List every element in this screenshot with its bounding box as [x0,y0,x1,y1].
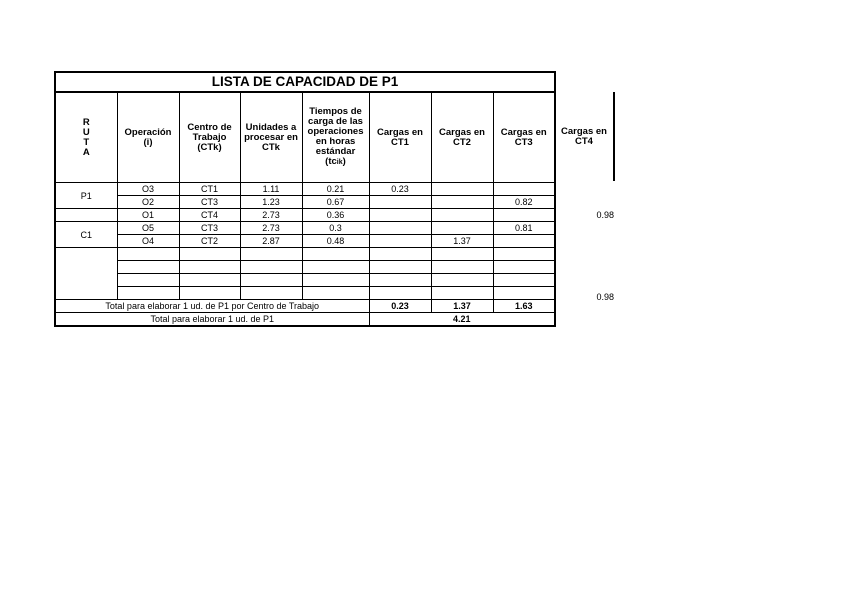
ruta-cell [55,209,117,222]
table-row [55,222,555,235]
header-cargas-ct4: Cargas en CT4 [555,92,615,181]
time-cell: 0.48 [302,235,369,248]
ruta-cell: C1 [55,222,117,248]
ct3-cell: 0.82 [493,196,555,209]
ct3-cell: 0.81 [493,222,555,235]
units-cell: 1.23 [240,196,302,209]
time-cell: 0.21 [302,183,369,196]
table-row [55,196,555,209]
header-tiempos: Tiempos de carga de las operaciones en horas estándar (tcik) [302,92,369,183]
ct2-cell [431,196,493,209]
ct4-row-value: 0.98 [596,210,614,220]
ct1-cell [369,235,431,248]
ct1-cell [369,222,431,235]
ct1-cell [369,209,431,222]
op-cell: O1 [117,209,179,222]
op-cell: O5 [117,222,179,235]
header-cargas-ct1: Cargas en CT1 [369,92,431,183]
ct1-cell: 0.23 [369,183,431,196]
op-cell: O2 [117,196,179,209]
units-cell: 2.87 [240,235,302,248]
header-cargas-ct2: Cargas en CT2 [431,92,493,183]
header-ruta: R U T A [55,92,117,183]
units-cell: 1.11 [240,183,302,196]
table-row [55,183,555,196]
ct2-cell [431,222,493,235]
ct-cell: CT2 [179,235,240,248]
table-row-empty [55,274,555,287]
ruta-cell-empty [55,248,117,300]
total-ct2: 1.37 [431,300,493,313]
ruta-cell: P1 [55,183,117,209]
header-unidades: Unidades a procesar en CTk [240,92,302,183]
totals-overall-row [55,313,555,327]
ct3-cell [493,209,555,222]
table-row-empty [55,261,555,274]
total-overall: 4.21 [369,313,555,327]
ct3-cell [493,235,555,248]
units-cell: 2.73 [240,222,302,235]
total-ct4: 0.98 [596,292,614,302]
capacity-table [54,71,556,327]
ct2-cell [431,183,493,196]
table-title: LISTA DE CAPACIDAD DE P1 [55,72,555,92]
ct-cell: CT1 [179,183,240,196]
total-ct3: 1.63 [493,300,555,313]
time-cell: 0.36 [302,209,369,222]
op-cell: O4 [117,235,179,248]
ct-cell: CT3 [179,222,240,235]
ct-cell: CT3 [179,196,240,209]
totals-by-ct-label: Total para elaborar 1 ud. de P1 por Centro de Trabajo [55,300,369,313]
totals-by-ct-row [55,300,555,313]
table-row-empty [55,248,555,261]
table-row-empty [55,287,555,300]
ct3-cell [493,183,555,196]
header-cargas-ct3: Cargas en CT3 [493,92,555,183]
time-cell: 0.3 [302,222,369,235]
ct2-cell: 1.37 [431,235,493,248]
table-row [55,209,555,222]
table-row [55,235,555,248]
totals-overall-label: Total para elaborar 1 ud. de P1 [55,313,369,327]
total-ct1: 0.23 [369,300,431,313]
ct2-cell [431,209,493,222]
time-cell: 0.67 [302,196,369,209]
op-cell: O3 [117,183,179,196]
ct1-cell [369,196,431,209]
header-operacion: Operación (i) [117,92,179,183]
header-centro-trabajo: Centro de Trabajo (CTk) [179,92,240,183]
ct-cell: CT4 [179,209,240,222]
units-cell: 2.73 [240,209,302,222]
